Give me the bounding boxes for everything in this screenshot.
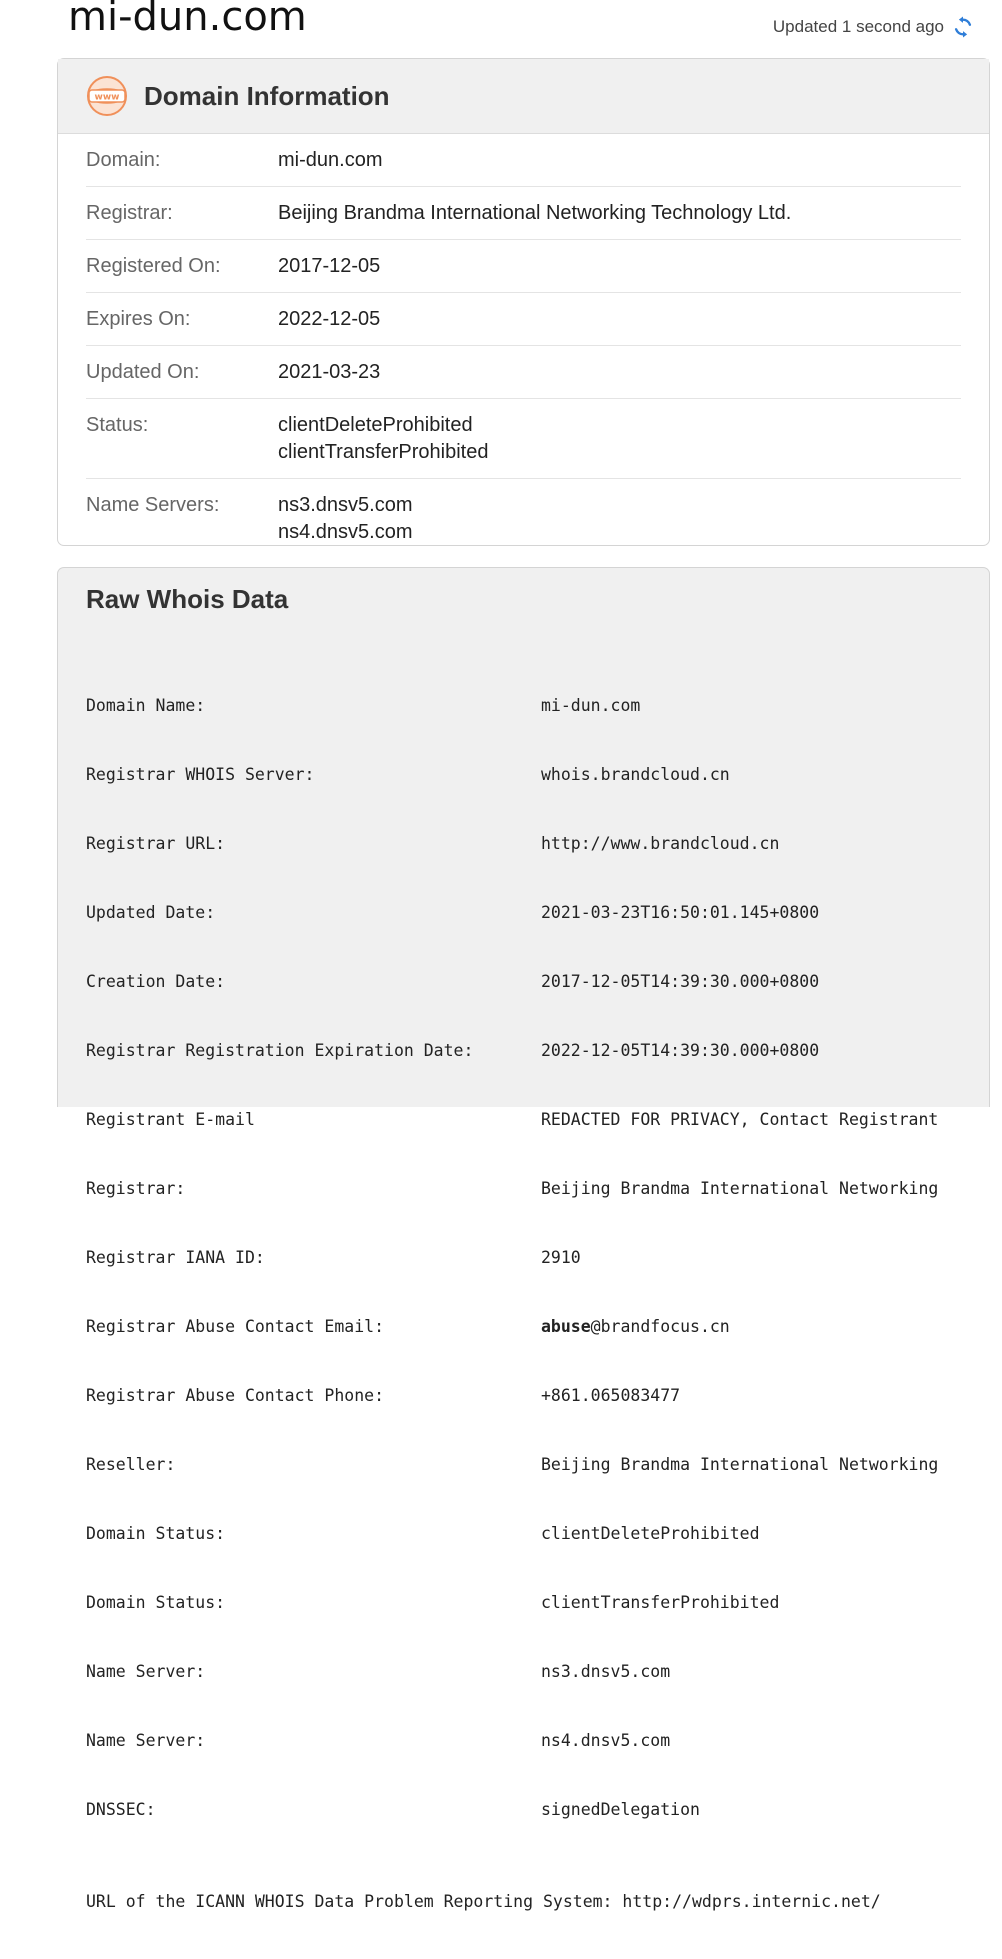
raw-key: Reseller:	[86, 1455, 176, 1474]
raw-key: Name Server:	[86, 1731, 206, 1750]
raw-line	[86, 970, 938, 993]
info-label: Status:	[86, 414, 149, 436]
raw-whois-card	[57, 567, 990, 1911]
domain-info-list	[58, 134, 989, 558]
raw-value: ns3.dnsv5.com	[541, 1662, 671, 1681]
raw-footer-line: URL of the ICANN WHOIS Data Problem Reporting System: http://wdprs.internic.net/	[86, 1892, 881, 1911]
raw-value: mi-dun.com	[541, 696, 641, 715]
info-value-line: 2022-12-05	[278, 308, 381, 330]
info-row-name-servers	[86, 479, 961, 558]
raw-line	[86, 1384, 938, 1407]
info-value	[278, 359, 380, 386]
raw-key: Registrant E-mail	[86, 1110, 255, 1129]
update-status	[773, 16, 974, 38]
info-value	[278, 200, 791, 227]
raw-value: clientDeleteProhibited	[541, 1524, 760, 1543]
raw-value: 2021-03-23T16:50:01.145+0800	[541, 903, 820, 922]
raw-line	[86, 1108, 938, 1131]
updated-text: Updated 1 second ago	[772, 17, 944, 36]
info-value-line: ns4.dnsv5.com	[278, 521, 413, 543]
info-label: Registrar:	[86, 202, 173, 224]
raw-line	[86, 1660, 938, 1683]
info-label: Registered On:	[86, 255, 221, 277]
info-row-updated-on	[86, 346, 961, 399]
raw-key: Domain Name:	[86, 696, 206, 715]
info-value-line: clientDeleteProhibited	[278, 414, 473, 436]
raw-key: Updated Date:	[86, 903, 216, 922]
info-value-line: 2021-03-23	[278, 361, 381, 383]
raw-key: Registrar Abuse Contact Phone:	[86, 1386, 385, 1405]
raw-key: Registrar Registration Expiration Date:	[86, 1041, 474, 1060]
www-icon	[86, 75, 128, 117]
info-label: Updated On:	[86, 361, 200, 383]
raw-line	[86, 1315, 938, 1338]
www-icon-text: www	[94, 92, 120, 103]
info-row-expires-on	[86, 293, 961, 346]
info-value-line: ns3.dnsv5.com	[278, 494, 413, 516]
raw-value	[541, 1315, 730, 1338]
raw-key: Registrar Abuse Contact Email:	[86, 1317, 385, 1336]
info-value	[278, 306, 380, 333]
raw-line	[86, 763, 938, 786]
refresh-icon[interactable]	[952, 16, 974, 38]
raw-key: Registrar URL:	[86, 834, 226, 853]
raw-value: REDACTED FOR PRIVACY, Contact Registrant	[541, 1110, 939, 1129]
raw-value: +861.065083477	[541, 1386, 681, 1405]
raw-value: Beijing Brandma International Networking	[541, 1455, 939, 1474]
info-value	[278, 253, 380, 280]
info-value-line: clientTransferProhibited	[278, 441, 489, 463]
raw-key: Domain Status:	[86, 1593, 226, 1612]
raw-line	[86, 694, 938, 717]
raw-line	[86, 1246, 938, 1269]
domain-information-title: Domain Information	[144, 80, 390, 111]
raw-key: Registrar:	[86, 1179, 186, 1198]
domain-information-card	[57, 58, 990, 546]
raw-value: http://www.brandcloud.cn	[541, 834, 780, 853]
raw-line	[86, 1039, 938, 1062]
info-label: Domain:	[86, 149, 161, 171]
raw-line	[86, 1729, 938, 1752]
raw-line	[86, 1522, 938, 1545]
raw-key: DNSSEC:	[86, 1800, 156, 1819]
info-value	[278, 147, 382, 174]
info-row-domain	[86, 134, 961, 187]
raw-value: clientTransferProhibited	[541, 1593, 780, 1612]
raw-line	[86, 1453, 938, 1476]
raw-line	[86, 901, 938, 924]
info-value	[278, 492, 413, 546]
raw-line	[86, 832, 938, 855]
info-value-line: 2017-12-05	[278, 255, 381, 277]
raw-value: 2022-12-05T14:39:30.000+0800	[541, 1041, 820, 1060]
raw-line	[86, 1798, 938, 1821]
info-label: Name Servers:	[86, 494, 220, 516]
info-value-line: Beijing Brandma International Networking Technology Ltd.	[278, 202, 792, 224]
info-row-registered-on	[86, 240, 961, 293]
raw-value: 2017-12-05T14:39:30.000+0800	[541, 972, 820, 991]
raw-key: Creation Date:	[86, 972, 226, 991]
raw-key: Registrar IANA ID:	[86, 1248, 265, 1267]
raw-value-bold: abuse	[541, 1317, 591, 1336]
raw-whois-title: Raw Whois Data	[86, 584, 289, 614]
raw-key: Domain Status:	[86, 1524, 226, 1543]
raw-value: 2910	[541, 1248, 581, 1267]
page-title: mi-dun.com	[68, 0, 307, 40]
info-label: Expires On:	[86, 308, 191, 330]
raw-value: ns4.dnsv5.com	[541, 1731, 671, 1750]
raw-key: Name Server:	[86, 1662, 206, 1681]
raw-value: whois.brandcloud.cn	[541, 765, 730, 784]
info-value	[278, 412, 488, 466]
raw-line	[86, 1177, 938, 1200]
info-row-registrar	[86, 187, 961, 240]
raw-whois-text[interactable]	[86, 648, 938, 1959]
raw-value: Beijing Brandma International Networking	[541, 1179, 939, 1198]
domain-information-header	[58, 59, 989, 134]
info-row-status	[86, 399, 961, 479]
raw-value: signedDelegation	[541, 1800, 700, 1819]
raw-line	[86, 1591, 938, 1614]
raw-value-rest: @brandfocus.cn	[590, 1317, 730, 1336]
raw-key: Registrar WHOIS Server:	[86, 765, 315, 784]
info-value-line: mi-dun.com	[278, 149, 383, 171]
